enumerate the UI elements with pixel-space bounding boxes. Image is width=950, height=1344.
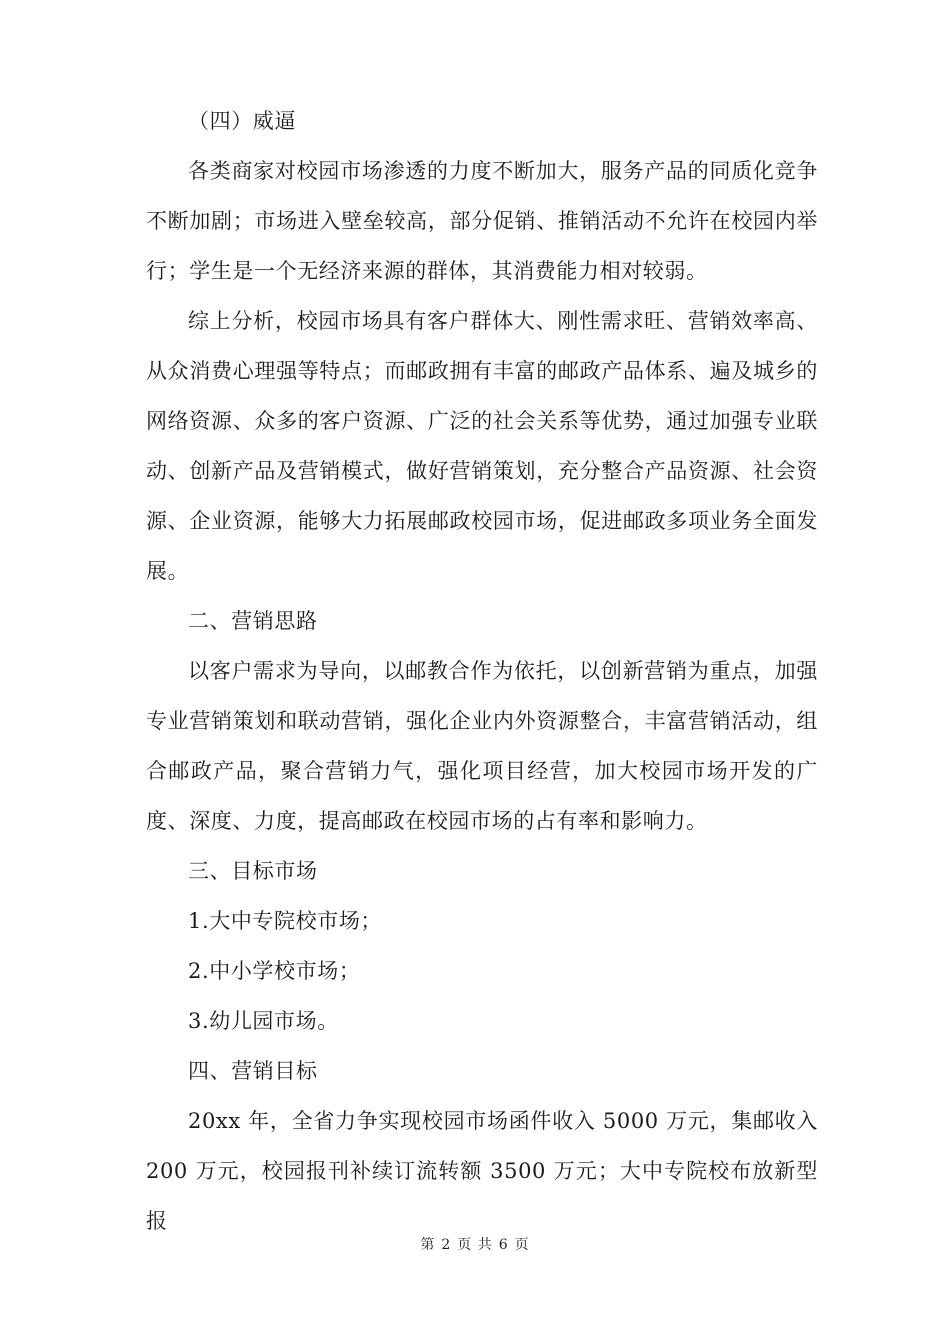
section-heading-marketing-ideas: 二、营销思路 xyxy=(188,609,318,633)
footer-suffix: 页 xyxy=(514,1237,530,1253)
section-heading-threats: （四）威逼 xyxy=(188,109,296,133)
page-footer xyxy=(0,1234,950,1254)
paragraph-summary: 综上分析，校园市场具有客户群体大、刚性需求旺、营销效率高、从众消费心理强等特点；而邮政拥有丰富的邮政产品体系、遍及城乡的网络资源、众多的客户资源、广泛的社会关系等优势，通过加强专业联动、创新产品及营销模式，做好营销策划，充分整合产品资源、社会资源、企业资源，能够大力拓展邮政校园市场，促进邮政多项业务全面发展。 xyxy=(146,309,818,583)
paragraph-marketing-goals: 20xx 年，全省力争实现校园市场函件收入 5000 万元，集邮收入 200 万元，校园报刊补续订流转额 3500 万元；大中专院校布放新型报 xyxy=(146,1109,818,1233)
section-heading-marketing-goals: 四、营销目标 xyxy=(188,1059,318,1083)
footer-page-number: 2 xyxy=(441,1237,452,1253)
footer-total-pages: 6 xyxy=(498,1237,509,1253)
paragraph-marketing-ideas: 以客户需求为导向，以邮教合作为依托，以创新营销为重点，加强专业营销策划和联动营销，强化企业内外资源整合，丰富营销活动，组合邮政产品，聚合营销力气，强化项目经营，加大校园市场开发的广度、深度、力度，提高邮政在校园市场的占有率和影响力。 xyxy=(146,659,818,833)
list-item-target-market-2: 2.中小学校市场； xyxy=(188,959,361,983)
document-body xyxy=(146,96,818,1246)
section-heading-target-market: 三、目标市场 xyxy=(188,859,318,883)
list-item-target-market-1: 1.大中专院校市场； xyxy=(188,909,383,933)
footer-prefix: 第 xyxy=(420,1237,436,1253)
footer-mid: 页 共 xyxy=(457,1237,493,1253)
list-item-target-market-3: 3.幼儿园市场。 xyxy=(188,1009,339,1033)
paragraph-threats: 各类商家对校园市场渗透的力度不断加大，服务产品的同质化竞争不断加剧；市场进入壁垒较高，部分促销、推销活动不允许在校园内举行；学生是一个无经济来源的群体，其消费能力相对较弱。 xyxy=(146,159,818,283)
